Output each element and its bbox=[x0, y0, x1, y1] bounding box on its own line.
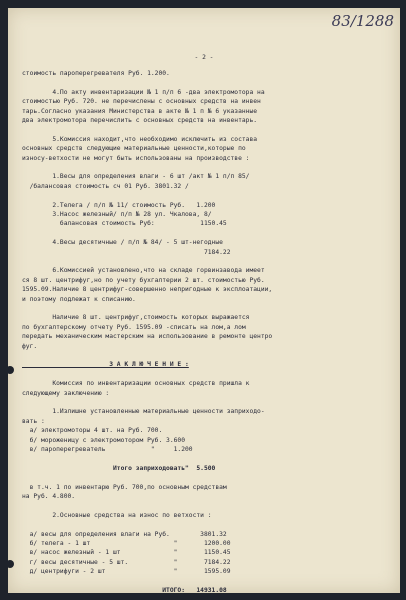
text-line: Комиссия по инвентаризации основных средств пришла к bbox=[22, 380, 250, 388]
text-line: два электромотора перечислить с основных средств на инвентарь. bbox=[22, 117, 258, 124]
text-line: в/ пароперегреватель " 1.200 bbox=[22, 446, 193, 453]
text-line: следующему заключению : bbox=[22, 389, 110, 397]
text-line: 4.Весы десятичные / п/п № 84/ - 5 шт-негодные bbox=[22, 239, 223, 247]
text-line: 3.Насос железный/ п/п № 28 ул. Чкалова, 8/ bbox=[22, 211, 212, 218]
text-line: 2.Основные средства на износ по ветхости : bbox=[22, 511, 212, 519]
text-line: 1.Весы для определения влаги - 6 шт /акт № 1 п/п 85/ bbox=[22, 173, 250, 181]
text-line: в т.ч. 1 по инвентарю Руб. 700,по основным средствам bbox=[22, 483, 227, 491]
text-line: Итого заприходовать" 5.500 bbox=[22, 464, 216, 472]
text-line: 6.Комиссией установлено,что на складе горвинзавода имеет bbox=[22, 267, 265, 275]
text-line: балансовая стоимость Руб: 1150.45 bbox=[22, 220, 227, 228]
text-line: стоимостью Руб. 720. не перечислены с основных средств на инвен bbox=[22, 98, 261, 106]
archive-page-annotation: 83/1288 bbox=[331, 12, 394, 30]
text-line: вать : bbox=[22, 417, 45, 425]
text-line: /балансовая стоимость сч 01 Руб. 3801.32 / bbox=[22, 182, 189, 190]
text-line: 1595.09.Наличие 8 центрифуг-совершенно непригодные к эксплоатации, bbox=[22, 286, 273, 294]
text-line: ИТОГО: 14931.08 bbox=[22, 587, 227, 593]
page-marker: - 2 - bbox=[194, 54, 214, 61]
text-line: на Руб. 4.800. bbox=[22, 493, 76, 500]
text-line: стоимость пароперегревателя Руб. 1.200. bbox=[22, 70, 170, 77]
text-line: 2.Телега / п/п № 11/ стоимость Руб. 1.200 bbox=[22, 201, 216, 209]
text-line: фуг. bbox=[22, 342, 38, 350]
text-line: тарь.Согласно указания Министерства в акте № 1 п № 6 указанные bbox=[22, 107, 258, 115]
text-line: а/ весы для определения влаги на Руб. 3801.32 bbox=[22, 530, 227, 538]
text-line: износу-ветхости не могут быть использованы на производстве : bbox=[22, 154, 250, 162]
text-line: передать механическим мастерским на использование в ремонте центро bbox=[22, 333, 273, 341]
text-line: а/ электромоторы 4 шт. на Руб. 700. bbox=[22, 427, 163, 435]
text-line: Наличие 8 шт. центрифуг,стоимость которых выражается bbox=[22, 314, 250, 322]
text-line: основных средств следующие материальные ценности,которые по bbox=[22, 145, 246, 153]
text-line: в/ насос железный - 1 шт " 1150.45 bbox=[22, 549, 231, 557]
text-line: и поэтому подлежат к списанию. bbox=[22, 295, 136, 303]
text-line: по бухгалтерскому отчету Руб. 1595.09 -списать на лом,а лом bbox=[22, 323, 246, 331]
text-line: б/ телега - 1 шт " 1200.00 bbox=[22, 540, 231, 547]
binding-hole bbox=[8, 560, 14, 568]
text-line: 5.Комиссия находит,что необходимо исключить из состава bbox=[22, 135, 258, 143]
text-line: 1.Излишне установленные материальные ценности заприходо- bbox=[22, 408, 265, 416]
text-line: 4.По акту инвентаризации № 1 п/п 6 -два электромотора на bbox=[22, 88, 265, 96]
text-line: 7184.22 bbox=[22, 248, 231, 256]
document-page bbox=[8, 8, 400, 593]
binding-hole bbox=[8, 366, 14, 374]
text-line: ся 8 шт. центрифуг,но по учету бухгалтерии 2 шт. стоимостью Руб. bbox=[22, 276, 265, 284]
text-line: З А К Л Ю Ч Е Н И Е : bbox=[22, 361, 189, 369]
text-line: б/ мороженицу с электромотором Руб. 3.600 bbox=[22, 436, 186, 444]
text-line: г/ весы десятичные - 5 шт. " 7184.22 bbox=[22, 558, 231, 566]
text-line: д/ центрифуги - 2 шт " 1595.09 bbox=[22, 568, 231, 576]
